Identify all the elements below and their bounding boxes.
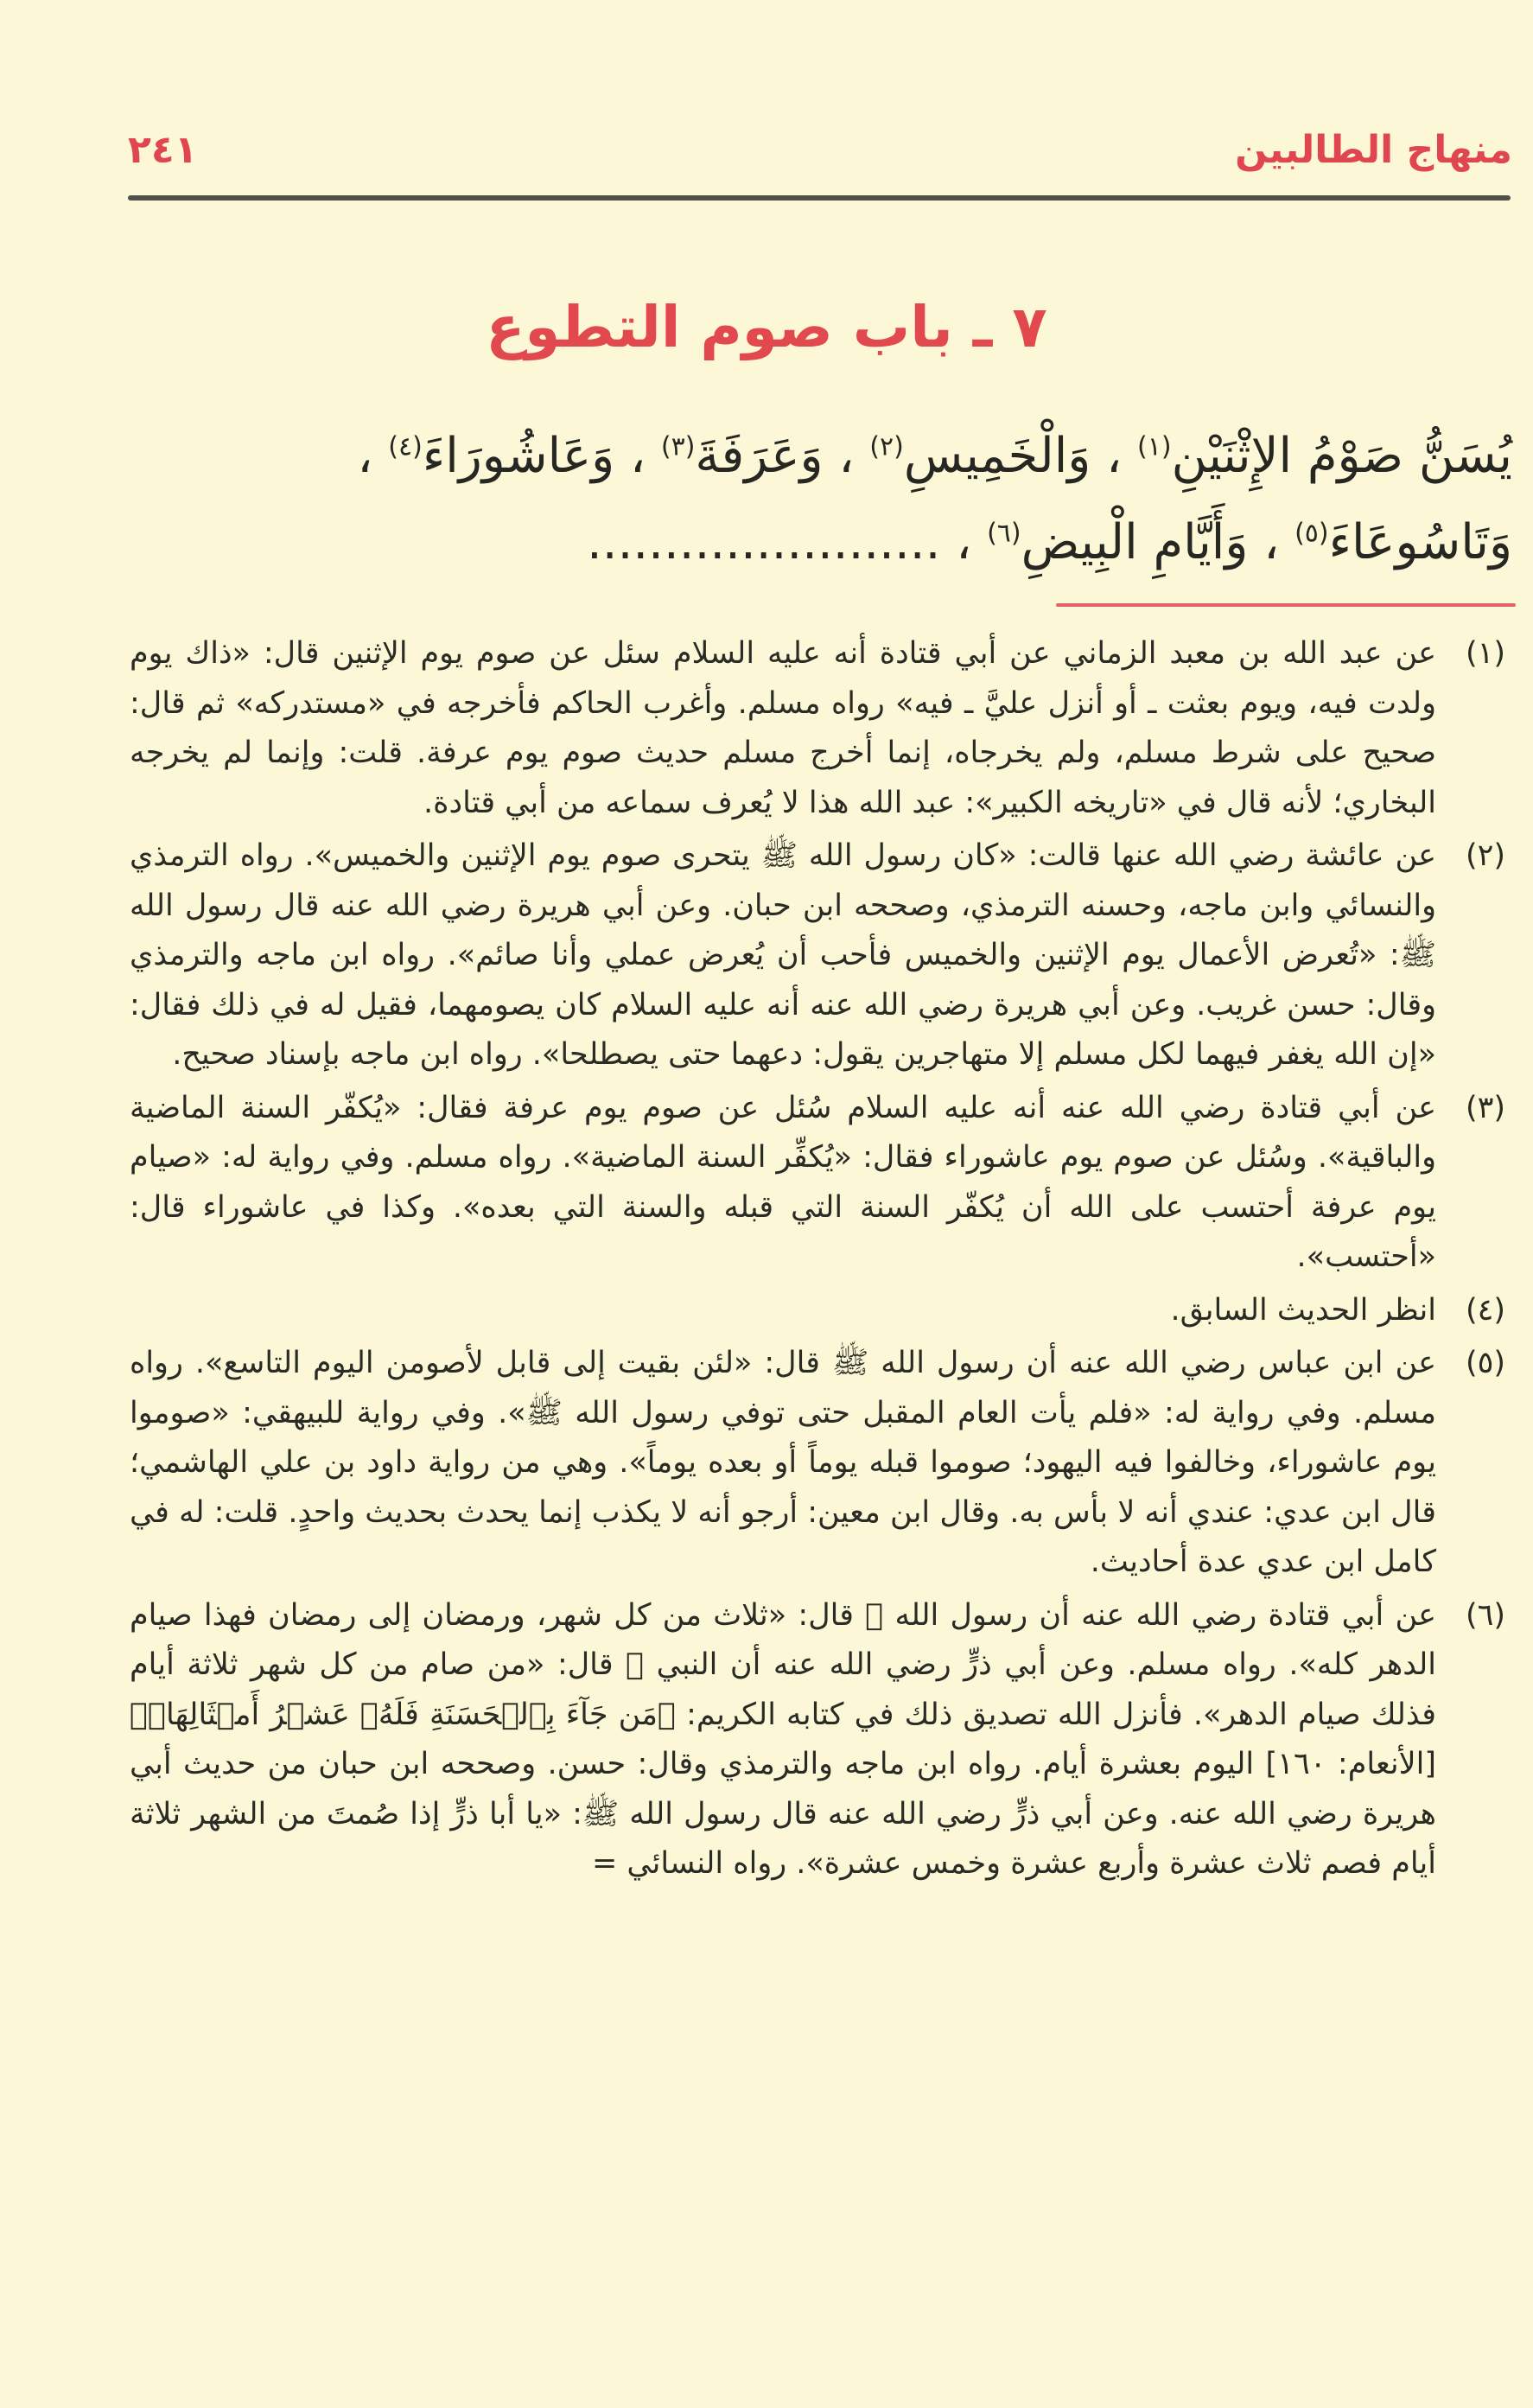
footnote-4 [130,1286,1516,1336]
footnote-number: (٦) [1465,1597,1506,1633]
footnote-ref[interactable]: (٤) [388,431,423,462]
main-text-line-1 [130,413,1512,500]
matn-phrase: ، وَأَيَّامِ الْبِيضِ [1021,514,1280,570]
header-rule [128,195,1511,201]
matn-phrase: ، [940,514,972,570]
footnote-separator [1056,603,1516,607]
running-head [128,121,1512,190]
footnote-6 [130,1591,1516,1889]
footnote-number: (٢) [1465,838,1506,873]
footnote-number: (٤) [1465,1292,1506,1328]
footnote-text: عن أبي قتادة رضي الله عنه أن رسول الله ﷺ قال: «ثلاث من كل شهر، ورمضان إلى رمضان فهذا صيام الدهر كله». رواه مسلم. وعن أبي ذرٍّ رضي الله عنه أن النبي ﷺ قال: «من صام من كل شهر ثلاثة أيام فذلك صيام الدهر». فأنزل الله تصديق ذلك في كتابه الكريم: ﴿مَن جَآءَ بِٱلۡحَسَنَةِ فَلَهُۥ عَشۡرُ أَمۡثَالِهَاۖ﴾ [الأنعام: ١٦٠] اليوم بعشرة أيام. رواه ابن ماجه والترمذي وقال: حسن. وصححه ابن حبان من حديث أبي هريرة رضي الله عنه. وعن أبي ذرٍّ رضي الله عنه قال رسول الله ﷺ: «يا أبا ذرٍّ إذا صُمتَ من الشهر ثلاثة أيام فصم ثلاث عشرة وأربع عشرة وخمس عشرة». رواه النسائي = [130,1597,1436,1881]
page-number: ٢٤١ [128,128,198,172]
matn-phrase: وَتَاسُوعَاءَ [1328,514,1512,570]
dotted-leader: ....................... [586,514,941,570]
footnote-text: عن عبد الله بن معبد الزماني عن أبي قتادة أنه عليه السلام سئل عن صوم يوم الإثنين قال: «ذاك يوم ولدت فيه، ويوم بعثت ـ أو أنزل عليَّ ـ فيه» رواه مسلم. وأغرب الحاكم فأخرجه في «مستدركه» ثم قال: صحيح على شرط مسلم، ولم يخرجاه، إنما أخرج مسلم حديث صوم يوم عرفة. قلت: وإنما لم يخرجه البخاري؛ لأنه قال في «تاريخه الكبير»: عبد الله هذا لا يُعرف سماعه من أبي قتادة. [130,636,1436,820]
main-text-line-2 [130,500,1512,586]
matn-phrase: ، وَعَاشُورَاءَ [422,428,646,484]
footnote-text: عن ابن عباس رضي الله عنه أن رسول الله ﷺ قال: «لئن بقيت إلى قابل لأصومن اليوم التاسع». رواه مسلم. وفي رواية له: «فلم يأت العام المقبل حتى توفي رسول الله ﷺ». وفي رواية للبيهقي: «صوموا يوم عاشوراء، وخالفوا فيه اليهود؛ صوموا قبله يوماً أو بعده يوماً». وهي من رواية داود بن علي الهاشمي؛ قال ابن عدي: عندي أنه لا بأس به. وقال ابن معين: أرجو أنه لا يكذب إنما يحدث بحديث واحدٍ. قلت: له في كامل ابن عدي عدة أحاديث. [130,1346,1436,1579]
chapter-title: ٧ ـ باب صوم التطوع [486,294,1047,360]
main-text [130,413,1512,586]
matn-phrase: ، وَالْخَمِيسِ [903,428,1123,484]
footnote-1 [130,629,1516,828]
footnote-ref[interactable]: (١) [1137,431,1172,462]
matn-phrase: ، [357,428,373,484]
footnote-5 [130,1339,1516,1588]
footnotes [130,629,1516,1893]
footnote-2 [130,831,1516,1080]
footnote-number: (٣) [1465,1090,1506,1125]
footnote-text: انظر الحديث السابق. [1170,1292,1436,1328]
footnote-3 [130,1084,1516,1283]
footnote-ref[interactable]: (٢) [869,431,904,462]
footnote-number: (١) [1465,636,1506,671]
matn-phrase: ، وَعَرَفَةَ [695,428,855,484]
footnote-number: (٥) [1465,1346,1506,1380]
footnote-text: عن أبي قتادة رضي الله عنه أنه عليه السلام سُئل عن صوم يوم عرفة فقال: «يُكفّر السنة الماضية والباقية». وسُئل عن صوم يوم عاشوراء فقال: «يُكفِّر السنة الماضية». رواه مسلم. وفي رواية له: «صيام يوم عرفة أحتسب على الله أن يُكفّر السنة التي قبله والسنة التي بعده». وكذا في عاشوراء قال: «أحتسب». [130,1090,1436,1274]
footnote-text: عن عائشة رضي الله عنها قالت: «كان رسول الله ﷺ يتحرى صوم يوم الإثنين والخميس». رواه الترمذي والنسائي وابن ماجه، وحسنه الترمذي، وصححه ابن حبان. وعن أبي هريرة رضي الله عنه قال رسول الله ﷺ: «تُعرض الأعمال يوم الإثنين والخميس فأحب أن يُعرض عملي وأنا صائم». رواه ابن ماجه والترمذي وقال: حسن غريب. وعن أبي هريرة رضي الله عنه أنه عليه السلام كان يصومهما، فقيل له في ذلك فقال: «إن الله يغفر فيهما لكل مسلم إلا متهاجرين يقول: دعهما حتى يصطلحا». رواه ابن ماجه بإسناد صحيح. [130,838,1436,1072]
footnote-ref[interactable]: (٥) [1294,518,1329,549]
footnote-ref[interactable]: (٦) [987,518,1021,549]
footnote-ref[interactable]: (٣) [660,431,696,462]
matn-phrase: يُسَنُّ صَوْمُ الإِثْنَيْنِ [1171,428,1512,484]
book-title: منهاج الطالبين [1235,128,1512,172]
